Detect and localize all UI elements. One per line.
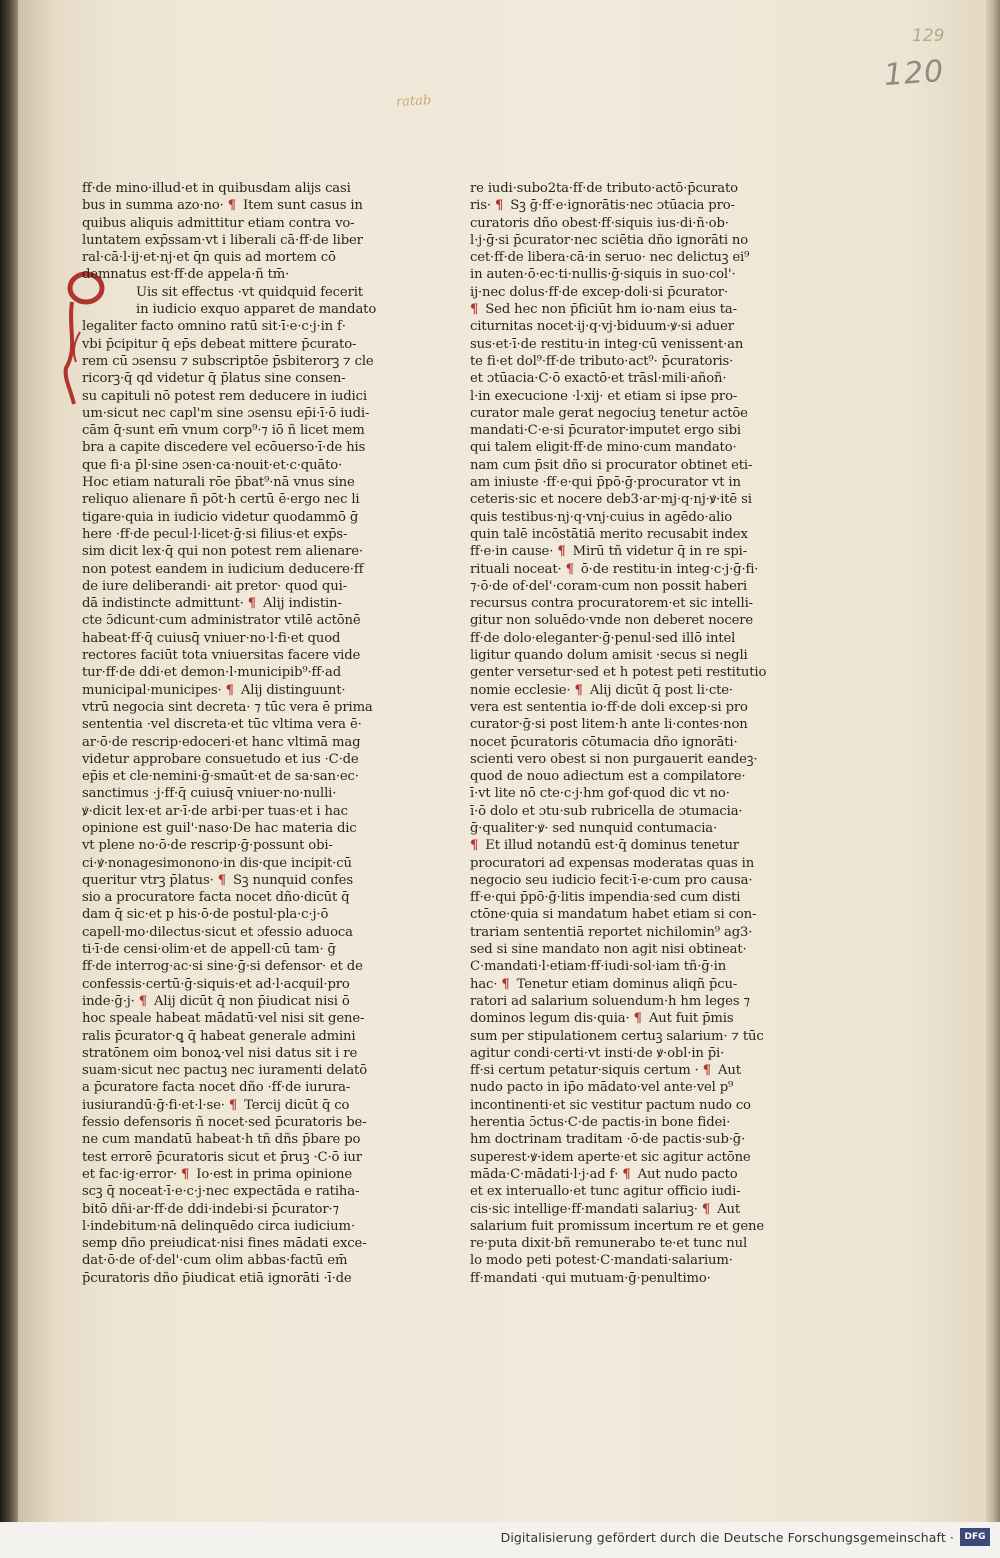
paragraph-mark: ¶ <box>227 198 236 214</box>
text-line: C·mandati·l·etiam·ff·iudi·sol·iam tñ·ḡ·in <box>470 959 727 975</box>
paragraph-mark: ¶ <box>470 838 479 854</box>
text-line: dat·ō·de of·del'·cum olim abbas·factū em̄ <box>82 1253 348 1269</box>
text-line: ral·cā·l·ij·et·nj·et q̄n quis ad mortem cō <box>82 250 336 266</box>
text-line: nudo pacto in ip̄o mādato·vel ante·vel p⁹ <box>470 1080 734 1096</box>
text-line: iusiurandū·ḡ·fi·et·l·se· ¶ Tercij dicūt q̄ co <box>82 1097 350 1113</box>
footer-bar <box>0 1522 1000 1558</box>
text-line: ligitur quando dolum amisit ·secus si negli <box>470 648 748 664</box>
text-line: vtrū negocia sint decreta· ⁊ tūc vera ē prima <box>82 699 373 715</box>
text-line: non potest eandem in iudicium deducere·ff <box>82 561 364 577</box>
text-line: sum per stipulationem certuꝫ salarium· ⁊ tūc <box>470 1028 764 1044</box>
text-line: ff·si certum petatur·siquis certum · ¶ Aut <box>470 1063 741 1079</box>
text-line: here ·ff·de pecul·l·licet·ḡ·si filius·et exp̄s- <box>82 526 348 542</box>
text-line: ¶ Sed hec non p̄ficiūt h̄m io·nam eius ta- <box>470 302 737 318</box>
text-line: vbi p̄cipitur q̄ ep̄s debeat mittere p̄curato- <box>82 336 357 352</box>
text-line: gitur non soluēdo·vnde non deberet nocere <box>470 613 754 629</box>
text-line: am iniuste ·ff·e·qui p̄pō·ḡ·procurator vt in <box>470 475 741 491</box>
text-line: et fac·ig·error· ¶ Io·est in prima opinione <box>82 1166 353 1182</box>
paragraph-mark: ¶ <box>217 872 226 888</box>
text-line: ralis p̄curator·ꝗ q̄ habeat generale admini <box>82 1028 356 1044</box>
text-line: ff·de mino·illud·et in quibusdam alijs casi <box>82 181 351 196</box>
text-line: ratori ad salarium soluendum·h̄ h̄m leges ⁊ <box>470 993 750 1009</box>
text-line: h̄m doctrinam traditam ·ō·de pactis·sub·ḡ· <box>470 1132 746 1148</box>
text-line: habeat·ff·q̄ cuiusq̄ vniuer·no·l·fi·et quod <box>82 630 341 646</box>
text-line: curator·ḡ·si post litem·h̄ ante li·contes·non <box>470 717 748 733</box>
old-folio-number: 129 <box>912 26 945 46</box>
text-line: sed si sine mandato non agit nisi obtineat· <box>470 942 747 958</box>
text-line: mandati·C·e·si p̄curator·imputet ergo sibi <box>470 423 741 439</box>
text-line: cet·ff·de libera·cā·in seruo· nec delictuꝫ ei⁹ <box>470 250 750 266</box>
text-line: dam q̄ sic·et p his·ō·de postul·pla·c·j·ō <box>82 907 329 923</box>
text-line: ff·de interrog·ac·si sine·ḡ·si defensor· et de <box>82 959 363 975</box>
right-text-column <box>470 180 780 1287</box>
dfg-logo: DFG <box>960 1528 990 1546</box>
text-line: opinione est guil'·naso·De hac materia dic <box>82 820 357 836</box>
text-line: ḡ·qualiter·ꝟ· sed nunquid contumacia· <box>470 820 718 836</box>
text-line: ¶ Et illud notandū est·q̄ dominus tenetur <box>470 838 739 854</box>
text-line: curator male gerat negociuꝫ tenetur actōe <box>470 405 748 421</box>
text-line: trariam sententiā reportet nichilomin⁹ ag3· <box>470 924 753 940</box>
text-line: semp dño preiudicat·nisi fines mādati exce- <box>82 1236 367 1252</box>
text-line: salarium fuit promissum incertum re et gene <box>470 1218 765 1234</box>
text-line: dā indistincte admittunt· ¶ Alij indistin- <box>82 596 342 612</box>
text-line: Hoc etiam naturali rōe p̄bat⁹·nā vnus sine <box>82 475 355 491</box>
text-line: bus in summa azo·no· ¶ Item sunt casus in <box>82 198 363 214</box>
text-line: a p̄curatore facta nocet dño ·ff·de iurura- <box>82 1080 351 1096</box>
text-line: cām q̄·sunt em̄ vnum corp⁹·⁊ iō ñ licet mem <box>82 423 365 439</box>
text-line: fessio defensoris ñ nocet·sed p̄curatoris be- <box>82 1115 367 1131</box>
text-line: ar·ō·de rescrip·edoceri·et hanc vltimā mag <box>82 734 361 750</box>
text-line: legaliter facto omnino ratū sit·ī·e·c·j·in f· <box>82 319 346 335</box>
text-line: l·j·ḡ·si p̄curator·nec sciētia dño ignorāti no <box>470 232 749 248</box>
text-line: ī·ō dolo et ɔtu·sub rubricella de ɔtumacia· <box>470 803 743 819</box>
text-line: confessis·certū·ḡ·siquis·et ad·l·acquil·pro <box>82 976 350 992</box>
text-line: ti·ī·de censi·olim·et de appell·cū tam· ḡ <box>82 942 336 958</box>
text-line: rectores faciūt tota vniuersitas facere vide <box>82 648 361 664</box>
text-line: et ɔtūacia·C·ō exactō·et trāsl·mili·añoñ· <box>470 371 727 387</box>
text-line: cis·sic intellige·ff·mandati salariuꝫ· ¶ Aut <box>470 1201 741 1217</box>
folio-number: 120 <box>882 53 946 94</box>
text-line: su capituli nō potest rem deducere in iudici <box>82 388 367 404</box>
text-line: scienti vero obest si non purgauerit eandeꝫ· <box>470 751 758 767</box>
paragraph-mark: ¶ <box>557 544 566 560</box>
text-line: ep̄is et cle·nemini·ḡ·smaūt·et de sa·san·ec· <box>82 769 359 785</box>
text-line: sus·et·ī·de restitu·in integ·cū venissent·an <box>470 336 744 352</box>
text-line: dominos legum dis·quia· ¶ Aut fuit p̄mis <box>470 1011 734 1027</box>
text-line: vt plene no·ō·de rescrip·ḡ·possunt obi- <box>82 838 333 854</box>
text-line: ff·e·qui p̄pō·ḡ·litis impendia·sed cum disti <box>470 890 741 906</box>
text-line: ricorꝫ·q̄ qd̄ videtur q̄ p̄latus sine consen- <box>82 371 346 387</box>
text-line: queritur vtrꝫ p̄latus· ¶ Sꝫ nunquid confes <box>82 872 353 888</box>
text-line: procuratori ad expensas moderatas quas in <box>470 855 755 871</box>
text-line: superest·ꝟ·idem aperte·et sic agitur actōne <box>470 1149 751 1165</box>
text-line: citurnitas nocet·ij·q·vj·biduum·ꝟ·si aduer <box>470 319 734 335</box>
paragraph-mark: ¶ <box>470 302 479 318</box>
paragraph-mark: ¶ <box>622 1166 631 1182</box>
text-line: re·puta dixit·bñ remunerabo te·et tunc nul <box>470 1236 748 1252</box>
text-line: ff·e·in cause· ¶ Mirū tñ videtur q̄ in re spi- <box>470 544 748 560</box>
text-line: herentia ɔ̄ctus·C·de pactis·in bone fidei· <box>470 1115 731 1131</box>
text-line: inde·ḡ·j· ¶ Alij dicūt q̄ non p̄iudicat nisi ō <box>82 993 350 1009</box>
text-line: cte ɔ̄dicunt·cum administrator vtilē actōnē <box>82 613 361 629</box>
text-line: sim dicit lex·q̄ qui non potest rem alienare· <box>82 544 363 560</box>
text-line: bitō dñi·ar·ff·de ddi·indebi·si p̄curator·⁊ <box>82 1201 339 1217</box>
text-line: stratōnem oim bonoꝝ·vel nisi datus sit i re <box>82 1045 358 1061</box>
text-line: negocio seu iudicio fecit·ī·e·cum pro causa· <box>470 872 753 888</box>
text-line: ꝟ·dicit lex·et ar·ī·de arbi·per tuas·et i hac <box>82 803 348 819</box>
funding-credit: Digitalisierung gefördert durch die Deutsche Forschungsgemeinschaft · <box>500 1530 954 1545</box>
paragraph-mark: ¶ <box>138 993 148 1009</box>
text-line: quin talē incōstātiā merito recusabit index <box>470 526 748 542</box>
text-line: sanctimus ·j·ff·q̄ cuiusq̄ vniuer·no·nulli· <box>82 786 337 802</box>
text-line: municipal·municipes· ¶ Alij distinguunt· <box>82 682 346 698</box>
text-line: de iure deliberandi· ait pretor· quod qui- <box>82 578 347 594</box>
text-line: lo modo peti potest·C·mandati·salarium· <box>470 1253 733 1269</box>
text-line: quibus aliquis admittitur etiam contra vo- <box>82 215 355 231</box>
text-line: luntatem exp̄ssam·vt i liberali cā·ff·de liber <box>82 232 363 248</box>
text-line: māda·C·mādati·l·j·ad f· ¶ Aut nudo pacto <box>470 1166 738 1182</box>
text-line: nocet p̄curatoris cōtumacia dño ignorāti· <box>470 734 738 750</box>
text-line: genter versetur·sed et h̄ potest peti restitutio <box>470 665 767 681</box>
text-line: hoc speale habeat mādatū·vel nisi sit gene- <box>82 1011 365 1027</box>
text-line: hac· ¶ Tenetur etiam dominus aliqñ p̄cu- <box>470 976 738 992</box>
text-line: ctōne·quia si mandatum habet etiam si con- <box>470 907 757 923</box>
text-line: incontinenti·et sic vestitur pactum nudo co <box>470 1097 751 1113</box>
text-line: p̄curatoris dño p̄iudicat etiā ignorāti ·ī·de <box>82 1270 352 1286</box>
paragraph-mark: ¶ <box>701 1201 711 1217</box>
paragraph-mark: ¶ <box>565 561 574 577</box>
paragraph-mark: ¶ <box>574 682 583 698</box>
paragraph-mark: ¶ <box>501 976 510 992</box>
text-line: test errorē p̄curatoris sicut et p̄ruꝫ ·C·ō iur <box>82 1149 362 1165</box>
text-line: ⁊·ō·de of·del'·coram·cum non possit haberi <box>470 578 747 594</box>
page-edge <box>986 0 1000 1522</box>
text-line: ceteris·sic et nocere deb3·ar·mj·q·nj·ꝟ·itē si <box>470 492 752 508</box>
text-line: ff·mandati ·qui mutuam·ḡ·penultimo· <box>470 1270 711 1286</box>
text-line: ci·ꝟ·nonagesimonono·in dis·que incipit·cū <box>82 855 352 871</box>
text-line: nomie ecclesie· ¶ Alij dicūt q̄ post li·cte· <box>470 682 733 698</box>
text-line: que fi·a p̄l·sine ɔsen·ca·nouit·et·c·quāto· <box>82 457 343 473</box>
text-line: demnatus est·ff·de appela·ñ tm̄· <box>82 267 290 283</box>
left-text-column <box>82 180 388 1287</box>
text-line: capell·mo·dilectus·sicut et ɔfessio aduoca <box>82 924 353 940</box>
text-line: vera est sententia io·ff·de doli excep·si pro <box>470 699 748 715</box>
text-line: rituali noceat· ¶ ō·de restitu·in integ·c·j·ḡ·fi· <box>470 561 759 577</box>
text-line: in auten·ō·ec·ti·nullis·ḡ·siquis in suo·col'· <box>470 267 736 283</box>
text-line: sio a procuratore facta nocet dño·dicūt q̄ <box>82 890 350 906</box>
paragraph-mark: ¶ <box>180 1166 190 1182</box>
text-line: et ex interuallo·et tunc agitur officio iudi- <box>470 1184 741 1200</box>
text-line: reliquo alienare ñ pōt·h̄ certū ē·ergo nec li <box>82 492 360 508</box>
text-line: ī·vt lite nō cte·c·j·h̄m gof·quod dic vt no· <box>470 786 730 802</box>
text-line: ff·de dolo·eleganter·ḡ·penul·sed illō intel <box>470 630 736 646</box>
text-line: agitur condi·certi·vt insti·de ꝟ·obl·in p̄i· <box>470 1045 725 1061</box>
text-line: rem cū ɔsensu ⁊ subscriptōe p̄sbiterorꝫ ⁊ cle <box>82 353 374 369</box>
text-line: re iudi·subo2ta·ff·de tributo·actō·p̄curato <box>470 181 738 196</box>
text-line: l·in execucione ·l·xij· et etiam si ipse pro- <box>470 388 738 404</box>
text-line: tur·ff·de ddi·et demon·l·municipib⁹·ff·ad <box>82 665 342 681</box>
text-line: quod de nouo adiectum est a compilatore· <box>470 769 746 785</box>
text-line: tigare·quia in iudicio videtur quodammō ḡ <box>82 509 359 525</box>
text-line: bra a capite discedere vel ecōuerso·ī·de his <box>82 440 366 456</box>
text-line: nam cum p̄sit dño si procurator obtinet eti- <box>470 457 753 473</box>
text-line: suam·sicut nec pactuꝫ nec iuramenti delatō <box>82 1063 367 1079</box>
paragraph-mark: ¶ <box>247 596 256 612</box>
text-line: quis testibus·nj·q·vnj·cuius in agēdo·alio <box>470 509 733 525</box>
text-line: sententia ·vel discreta·et tūc vltima vera ē· <box>82 717 362 733</box>
text-line: um·sicut nec capl'm sine ɔsensu ep̄i·ī·ō iudi- <box>82 405 370 421</box>
paragraph-mark: ¶ <box>633 1011 642 1027</box>
text-line: ij·nec dolus·ff·de excep·doli·si p̄curator· <box>470 284 728 300</box>
text-line: l·indebitum·nā delinquēdo circa iudicium· <box>82 1218 355 1234</box>
text-line: ne cum mandatū habeat·h̄ tñ dñs p̄bare po <box>82 1132 361 1148</box>
paragraph-mark: ¶ <box>225 682 234 698</box>
text-line: ris· ¶ Sꝫ ḡ·ff·e·ignorātis·nec ɔtūacia pro- <box>470 198 735 214</box>
text-line: te fi·et dol⁹·ff·de tributo·act⁹· p̄curatoris· <box>470 353 734 369</box>
text-line: Uis sit effectus ·vt quidquid fecerit <box>136 284 363 300</box>
paragraph-mark: ¶ <box>494 198 504 214</box>
paragraph-mark: ¶ <box>702 1063 711 1079</box>
marginal-note: ratab <box>395 93 432 110</box>
text-line: recursus contra procuratorem·et sic intelli- <box>470 596 753 612</box>
text-line: videtur approbare consuetudo et ius ·C·de <box>82 751 359 767</box>
text-line: scꝫ q̄ noceat·ī·e·c·j·nec expectāda e ratiha- <box>82 1184 360 1200</box>
paragraph-mark: ¶ <box>228 1097 238 1113</box>
text-line: in iudicio exquo apparet de mandato <box>136 302 377 318</box>
text-line: qui talem eligit·ff·de mino·cum mandato· <box>470 440 737 456</box>
text-line: curatoris dño obest·ff·siquis ius·di·ñ·ob· <box>470 215 729 231</box>
